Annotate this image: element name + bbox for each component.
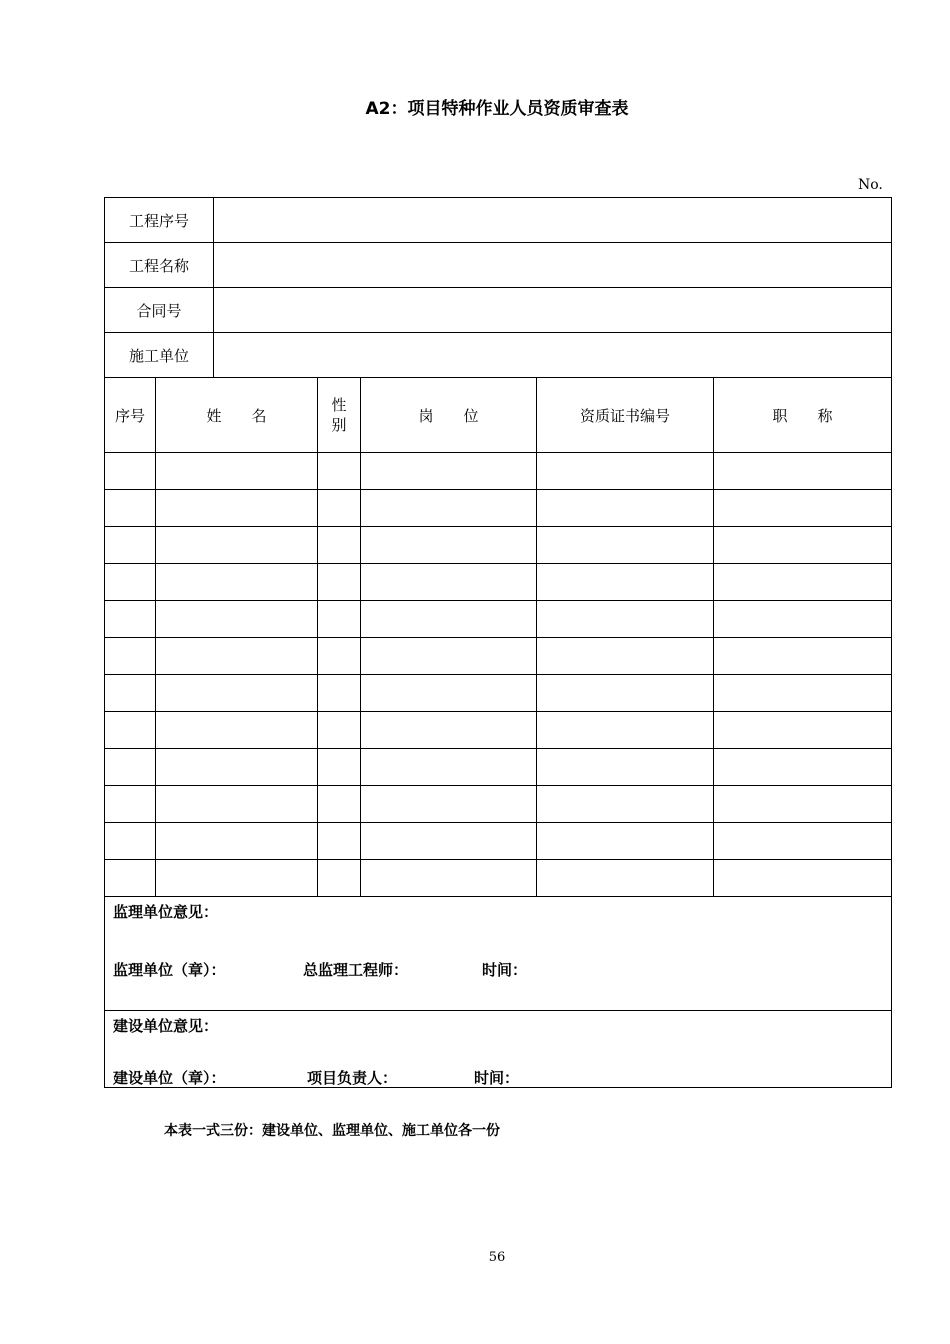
cell-gender[interactable]	[318, 675, 361, 712]
copies-footnote: 本表一式三份：建设单位、监理单位、施工单位各一份	[164, 1123, 500, 1139]
cell-name[interactable]	[156, 823, 318, 860]
cell-cert[interactable]	[537, 490, 714, 527]
cell-name[interactable]	[156, 749, 318, 786]
info-row-project-number	[105, 198, 892, 243]
cell-post[interactable]	[361, 786, 537, 823]
header-cert: 资质证书编号	[537, 378, 714, 453]
cell-post[interactable]	[361, 749, 537, 786]
cell-post[interactable]	[361, 601, 537, 638]
personnel-row	[105, 860, 892, 897]
cell-title[interactable]	[714, 786, 892, 823]
cell-post[interactable]	[361, 860, 537, 897]
project-name-label: 工程名称	[105, 243, 214, 288]
personnel-row	[105, 823, 892, 860]
cell-title[interactable]	[714, 490, 892, 527]
cell-name[interactable]	[156, 675, 318, 712]
project-number-label: 工程序号	[105, 198, 214, 243]
cell-gender[interactable]	[318, 601, 361, 638]
cell-seq[interactable]	[105, 749, 156, 786]
cell-seq[interactable]	[105, 823, 156, 860]
cell-name[interactable]	[156, 490, 318, 527]
cell-gender[interactable]	[318, 712, 361, 749]
cell-cert[interactable]	[537, 823, 714, 860]
cell-name[interactable]	[156, 564, 318, 601]
header-seq: 序号	[105, 378, 156, 453]
cell-gender[interactable]	[318, 564, 361, 601]
cell-gender[interactable]	[318, 823, 361, 860]
cell-post[interactable]	[361, 712, 537, 749]
cell-cert[interactable]	[537, 786, 714, 823]
cell-gender[interactable]	[318, 749, 361, 786]
cell-cert[interactable]	[537, 527, 714, 564]
cell-title[interactable]	[714, 601, 892, 638]
cell-seq[interactable]	[105, 601, 156, 638]
cell-seq[interactable]	[105, 860, 156, 897]
construction-seal-label: 建设单位（章）：	[113, 1069, 226, 1087]
cell-title[interactable]	[714, 564, 892, 601]
project-manager-label: 项目负责人：	[307, 1069, 398, 1087]
cell-seq[interactable]	[105, 786, 156, 823]
document-number-label: No.	[858, 177, 883, 193]
cell-name[interactable]	[156, 638, 318, 675]
personnel-row	[105, 564, 892, 601]
personnel-rows	[105, 453, 892, 897]
personnel-row	[105, 675, 892, 712]
cell-post[interactable]	[361, 638, 537, 675]
cell-cert[interactable]	[537, 860, 714, 897]
cell-seq[interactable]	[105, 675, 156, 712]
cell-name[interactable]	[156, 860, 318, 897]
cell-name[interactable]	[156, 786, 318, 823]
cell-name[interactable]	[156, 527, 318, 564]
construction-time-label: 时间：	[474, 1069, 520, 1087]
construction-section	[105, 1011, 892, 1088]
page-title: A2：项目特种作业人员资质审查表	[365, 99, 629, 119]
cell-title[interactable]	[714, 860, 892, 897]
construction-opinion-label: 建设单位意见：	[113, 1017, 219, 1035]
cell-gender[interactable]	[318, 786, 361, 823]
cell-cert[interactable]	[537, 638, 714, 675]
info-row-contract-number	[105, 288, 892, 333]
cell-gender[interactable]	[318, 490, 361, 527]
cell-seq[interactable]	[105, 712, 156, 749]
cell-gender[interactable]	[318, 860, 361, 897]
cell-cert[interactable]	[537, 749, 714, 786]
contractor-label: 施工单位	[105, 333, 214, 378]
contract-number-field[interactable]	[214, 288, 892, 333]
cell-post[interactable]	[361, 453, 537, 490]
header-gender-line1: 性	[331, 396, 347, 414]
personnel-row	[105, 712, 892, 749]
contractor-field[interactable]	[214, 333, 892, 378]
chief-engineer-label: 总监理工程师：	[303, 961, 409, 979]
cell-cert[interactable]	[537, 564, 714, 601]
personnel-row	[105, 638, 892, 675]
header-gender-line2: 别	[331, 416, 347, 434]
info-row-contractor	[105, 333, 892, 378]
supervision-section	[105, 897, 892, 1011]
supervision-seal-label: 监理单位（章）：	[113, 961, 226, 979]
cell-post[interactable]	[361, 823, 537, 860]
cell-gender[interactable]	[318, 638, 361, 675]
cell-post[interactable]	[361, 490, 537, 527]
cell-cert[interactable]	[537, 601, 714, 638]
cell-title[interactable]	[714, 749, 892, 786]
cell-gender[interactable]	[318, 453, 361, 490]
personnel-row	[105, 527, 892, 564]
cell-seq[interactable]	[105, 490, 156, 527]
cell-title[interactable]	[714, 823, 892, 860]
cell-seq[interactable]	[105, 564, 156, 601]
cell-post[interactable]	[361, 527, 537, 564]
cell-seq[interactable]	[105, 527, 156, 564]
qualification-review-table	[104, 197, 892, 1088]
project-name-field[interactable]	[214, 243, 892, 288]
header-gender	[318, 378, 361, 453]
cell-post[interactable]	[361, 675, 537, 712]
cell-name[interactable]	[156, 453, 318, 490]
cell-cert[interactable]	[537, 712, 714, 749]
header-name: 姓 名	[156, 378, 318, 453]
page-number: 56	[488, 1250, 506, 1265]
cell-post[interactable]	[361, 564, 537, 601]
personnel-row	[105, 786, 892, 823]
personnel-row	[105, 490, 892, 527]
cell-seq[interactable]	[105, 453, 156, 490]
cell-gender[interactable]	[318, 527, 361, 564]
supervision-opinion-label: 监理单位意见：	[113, 903, 219, 921]
cell-title[interactable]	[714, 675, 892, 712]
personnel-row	[105, 601, 892, 638]
cell-title[interactable]	[714, 638, 892, 675]
cell-title[interactable]	[714, 453, 892, 490]
cell-name[interactable]	[156, 601, 318, 638]
cell-cert[interactable]	[537, 453, 714, 490]
contract-number-label: 合同号	[105, 288, 214, 333]
supervision-time-label: 时间：	[482, 961, 528, 979]
column-header-row	[105, 378, 892, 453]
personnel-row	[105, 453, 892, 490]
cell-seq[interactable]	[105, 638, 156, 675]
cell-title[interactable]	[714, 712, 892, 749]
cell-cert[interactable]	[537, 675, 714, 712]
project-number-field[interactable]	[214, 198, 892, 243]
header-title: 职 称	[714, 378, 892, 453]
cell-title[interactable]	[714, 527, 892, 564]
info-row-project-name	[105, 243, 892, 288]
header-post: 岗 位	[361, 378, 537, 453]
personnel-row	[105, 749, 892, 786]
cell-name[interactable]	[156, 712, 318, 749]
